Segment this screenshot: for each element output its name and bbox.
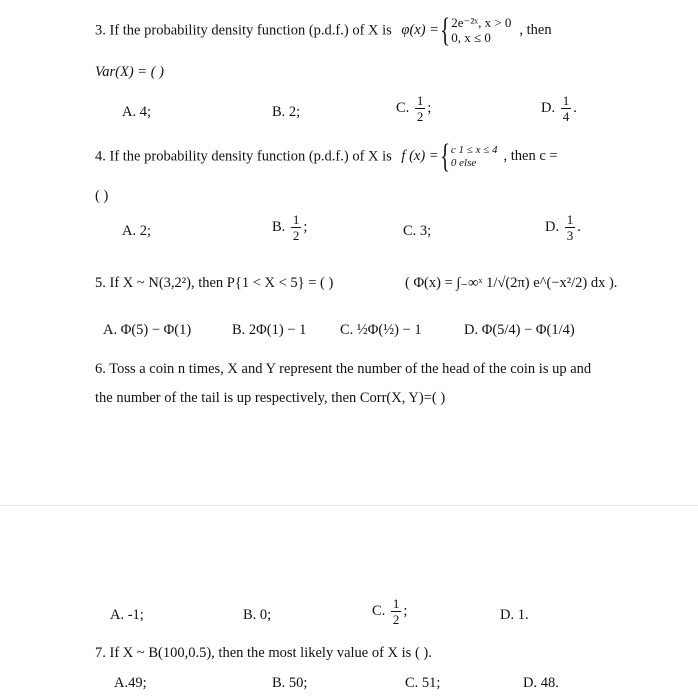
q6-option-c-num: 1 — [392, 596, 400, 611]
q4-option-d-fraction — [565, 213, 576, 242]
q6-line2: the number of the tail is up respectively, then Corr(X, Y)=( ) — [95, 390, 446, 406]
q4-option-b-label: B. — [272, 218, 286, 235]
q5-option-b: B. 2Φ(1) − 1 — [232, 322, 307, 338]
q4-stem-suffix: , then c = — [503, 148, 558, 165]
q4-brace: { — [439, 138, 450, 175]
q6-option-a: A. -1; — [110, 607, 144, 623]
q6-option-b: B. 0; — [243, 607, 272, 623]
q4-option-d: D. $\frac{1}{3}$ . — [545, 212, 581, 243]
q6-option-c: C. $\frac{1}{2}$ ; — [372, 596, 408, 627]
q3-func-lhs: φ(x) = — [401, 22, 439, 39]
q4-paren: ( ) — [95, 188, 109, 204]
q3-option-d-den: 4 — [562, 109, 570, 124]
q3-option-c: C. $\frac{1}{2}$ ; — [396, 93, 432, 124]
q4-option-c: C. 3; — [403, 223, 432, 239]
q4-cases — [451, 144, 498, 169]
q4-case2: 0 else — [450, 157, 477, 169]
q7-option-c: C. 51; — [405, 675, 441, 691]
q3-var-line: Var(X) = ( ) — [95, 64, 164, 80]
q6-option-c-fraction — [391, 597, 402, 626]
q3-case1: 2e⁻²ˣ, x > 0 — [451, 15, 512, 31]
q3-option-c-den: 2 — [416, 109, 424, 124]
q4-option-d-label: D. — [545, 218, 560, 235]
q3-option-d: D. $\frac{1}{4}$ . — [541, 93, 577, 124]
q4-option-b-num: 1 — [292, 212, 300, 227]
q3-option-d-fraction — [561, 94, 572, 123]
q3-option-c-num: 1 — [416, 93, 424, 108]
q3-stem-suffix: , then — [519, 22, 552, 39]
q6-line1: 6. Toss a coin n times, X and Y represent the number of the head of the coin is up and — [95, 361, 592, 377]
q5-option-a: A. Φ(5) − Φ(1) — [103, 322, 192, 338]
q3-option-a: A. 4; — [122, 104, 151, 120]
q4-func-lhs: f (x) = — [401, 148, 439, 165]
q4-case1: c 1 ≤ x ≤ 4 — [450, 144, 498, 157]
q6-option-c-den: 2 — [392, 612, 400, 627]
q5-stem: 5. If X ~ N(3,2²), then P{1 < X < 5} = ( ) — [95, 275, 334, 291]
q5-option-c: C. ½Φ(½) − 1 — [340, 322, 422, 338]
q4-option-a: A. 2; — [122, 223, 151, 239]
q7-option-b: B. 50; — [272, 675, 308, 691]
q7-stem: 7. If X ~ B(100,0.5), then the most likely value of X is ( ). — [95, 645, 432, 661]
page-divider — [0, 505, 698, 506]
q4-option-d-den: 3 — [566, 228, 574, 243]
q4-option-b-fraction — [291, 213, 302, 242]
q3-option-d-num: 1 — [562, 93, 570, 108]
q3-stem — [95, 14, 552, 48]
q7-option-a: A.49; — [114, 675, 147, 691]
q3-stem-prefix: 3. If the probability density function (p.d.f.) of X is — [95, 22, 392, 39]
q3-option-c-label: C. — [396, 99, 410, 116]
q3-option-c-fraction — [415, 94, 426, 123]
q7-option-d: D. 48. — [523, 675, 559, 691]
q3-cases — [451, 16, 511, 46]
q6-option-c-label: C. — [372, 602, 386, 619]
q3-option-b: B. 2; — [272, 104, 301, 120]
q4-stem — [95, 140, 558, 174]
q4-option-b: B. $\frac{1}{2}$ ; — [272, 212, 308, 243]
q5-option-d: D. Φ(5/4) − Φ(1/4) — [464, 322, 575, 338]
q4-stem-prefix: 4. If the probability density function (p.d.f.) of X is — [95, 148, 392, 165]
q3-brace: { — [440, 12, 451, 49]
q3-option-d-label: D. — [541, 99, 556, 116]
q3-case2: 0, x ≤ 0 — [451, 30, 491, 45]
q4-option-b-den: 2 — [292, 228, 300, 243]
q5-phi-definition: ( Φ(x) = ∫₋∞ˣ 1/√(2π) e^(−x²/2) dx ). — [405, 275, 618, 291]
q4-option-d-num: 1 — [566, 212, 574, 227]
q6-option-d: D. 1. — [500, 607, 529, 623]
